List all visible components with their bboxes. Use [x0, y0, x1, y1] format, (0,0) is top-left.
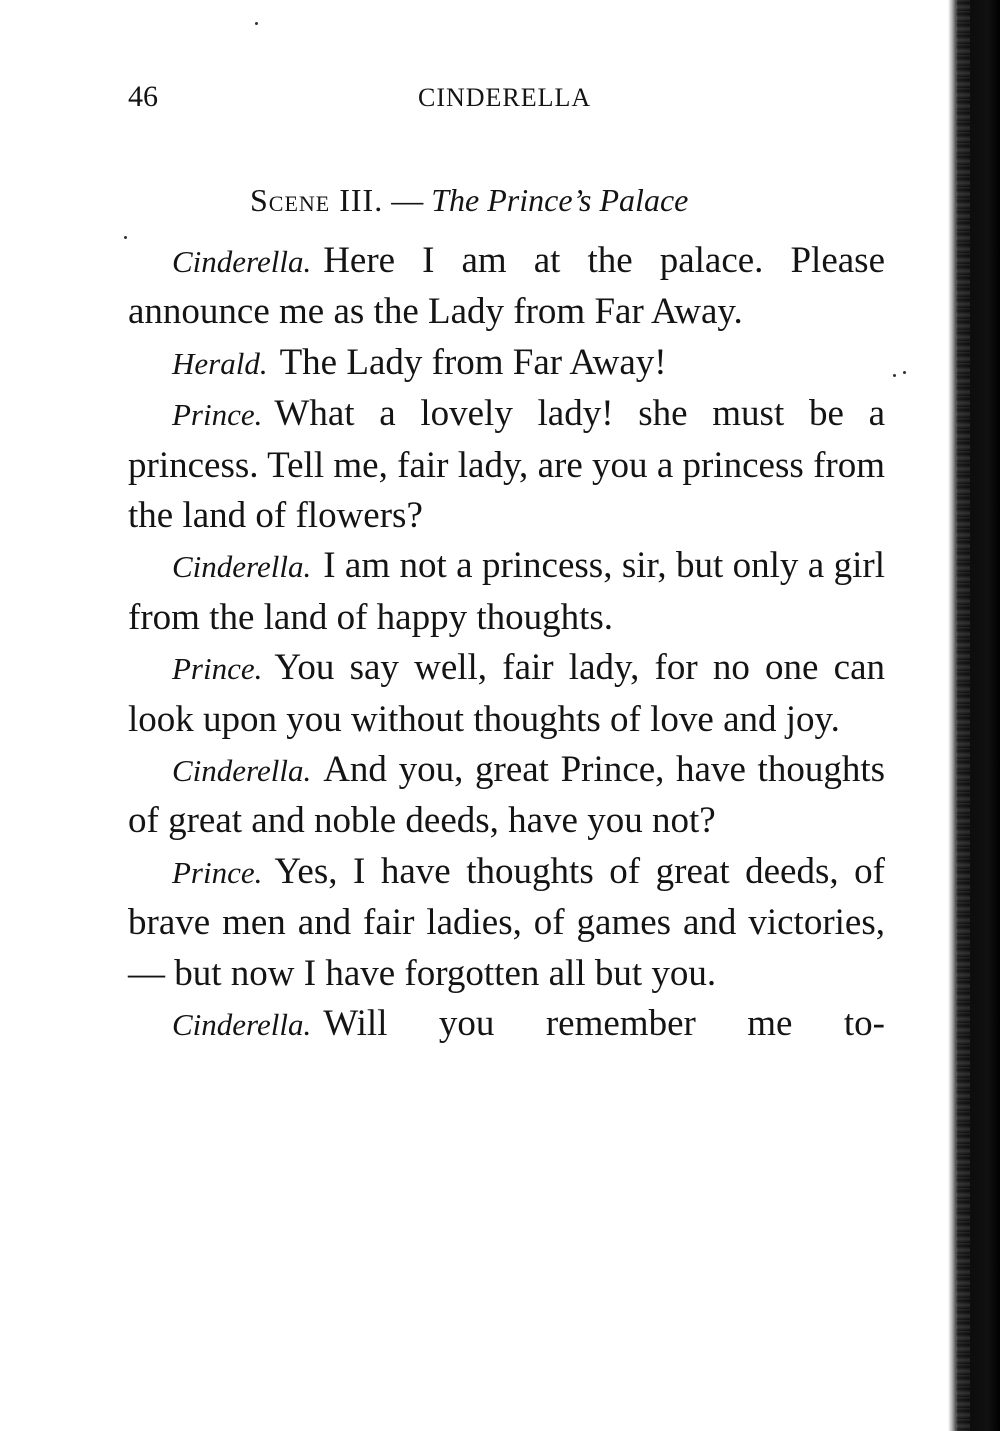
dialogue-line [128, 389, 885, 541]
line-text: And you, great Prince, have thoughts of great and noble deeds, have you not? [128, 749, 885, 842]
scan-speck [255, 22, 258, 25]
speaker-name: Herald. [172, 345, 268, 381]
speaker-name: Cinderella. [172, 549, 312, 585]
line-text: What a lovely lady! she must be a princess. Tell me, fair lady, are you a princess from the land of flowers? [128, 393, 885, 537]
dialogue-block [128, 236, 885, 1051]
dialogue-line [128, 541, 885, 643]
scan-speck [124, 236, 127, 239]
speaker-name: Prince. [172, 651, 263, 687]
binding-edge-texture [956, 0, 970, 1431]
dialogue-line [128, 847, 885, 999]
line-text: The Lady from Far Away! [279, 341, 667, 383]
scene-title: The Prince’s Palace [431, 182, 689, 218]
line-text: Here I am at the palace. Please announce me as the Lady from Far Away. [128, 240, 885, 333]
scan-speck [903, 371, 906, 374]
speaker-name: Prince. [172, 854, 263, 890]
line-text: You say well, fair lady, for no one can look upon you without thoughts of love and joy. [128, 647, 885, 740]
scene-number: Scene III. [250, 182, 384, 218]
speaker-name: Cinderella. [172, 753, 312, 789]
dialogue-line [128, 643, 885, 745]
scan-speck [893, 374, 896, 377]
dialogue-line [128, 999, 885, 1050]
scene-dash: — [383, 182, 432, 218]
dialogue-line [128, 338, 885, 389]
running-title: CINDERELLA [418, 83, 592, 112]
dialogue-line [128, 745, 885, 847]
dialogue-line [128, 236, 885, 338]
speaker-name: Prince. [172, 397, 263, 433]
line-text: Yes, I have thoughts of great deeds, of brave men and fair ladies, of games and victories, — but now I have forgotten all but you. [128, 850, 885, 994]
speaker-name: Cinderella. [172, 244, 312, 279]
page-number: 46 [128, 80, 158, 113]
line-text: Will you remember me to- [323, 1003, 885, 1045]
speaker-name: Cinderella. [172, 1007, 312, 1043]
scene-heading [250, 182, 688, 219]
running-head [128, 80, 888, 120]
line-text: I am not a princess, sir, but only a girl from the land of happy thoughts. [128, 545, 885, 638]
